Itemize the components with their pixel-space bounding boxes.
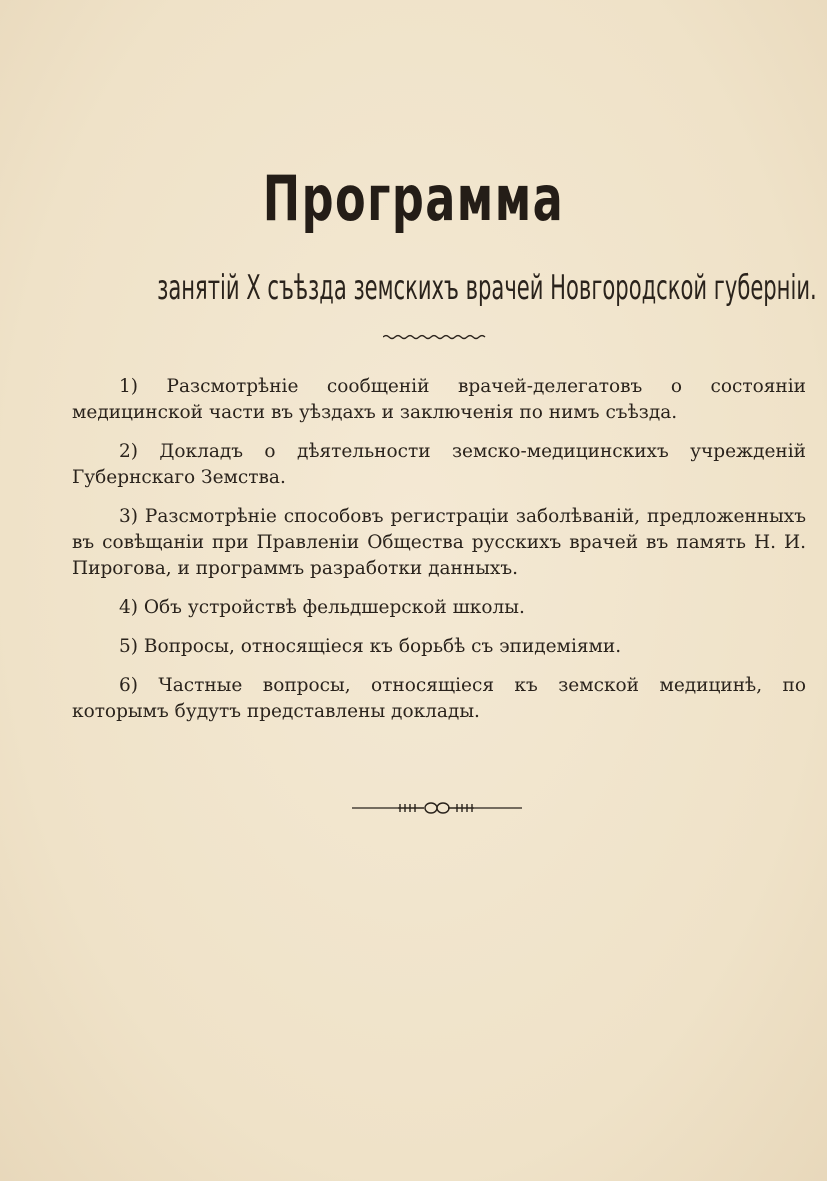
wavy-divider	[383, 332, 487, 342]
program-item-1: 1) Разсмотрѣніе сообщеній врачей-делегатовъ о состояніи медицинской части въ уѣздахъ и заключенія по нимъ съѣзда.	[72, 376, 806, 423]
program-item-6: 6) Частные вопросы, относящіеся къ земской медицинѣ, по которымъ будутъ представлены доклады.	[72, 675, 806, 722]
program-item-2: 2) Докладъ о дѣятельности земско-медицинскихъ учрежденій Губернскаго Земства.	[72, 441, 806, 488]
page-subtitle: занятій X съѣзда земскихъ врачей Новгородской губерніи.	[157, 268, 817, 308]
program-item-5: 5) Вопросы, относящіеся къ борьбѣ съ эпидеміями.	[119, 636, 622, 657]
page-title: Программа	[262, 162, 565, 235]
program-item-4: 4) Объ устройствѣ фельдшерской школы.	[119, 597, 525, 618]
program-list	[72, 374, 806, 738]
ornament-divider	[352, 799, 522, 817]
program-item-3: 3) Разсмотрѣніе способовъ регистраціи заболѣваній, предложенныхъ въ совѣщаніи при Правленіи Общества русскихъ врачей въ память Н. И. Пирогова, и программъ разработки данныхъ.	[72, 506, 806, 579]
